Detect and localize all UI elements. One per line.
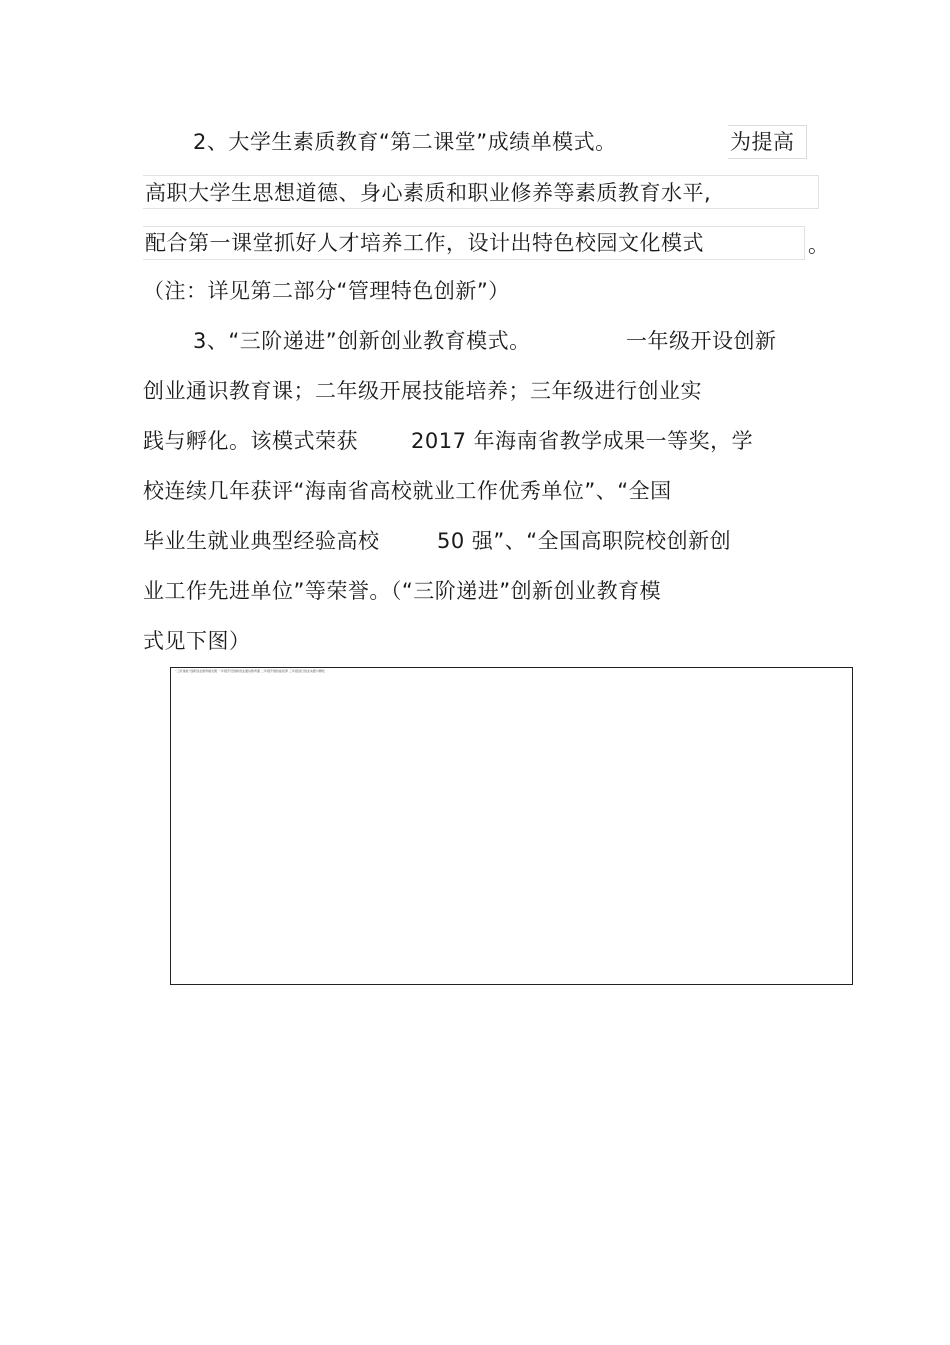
p3-line1-text: 3、“三阶递进”创新创业教育模式。 xyxy=(193,329,531,353)
figure-caption: “三阶递进”创新创业教育模式图 一年级开设创新创业通识教育课 二年级开展技能培养 三年级进行创业实践与孵化 xyxy=(175,669,325,673)
p2-line3-period: 。 xyxy=(808,233,830,257)
p3-line1-tail-text: 一年级开设创新 xyxy=(626,329,777,353)
p2-line1-tail-text: 为提高 xyxy=(730,130,795,154)
p3-line4-text: 校连续几年获评“海南省高校就业工作优秀单位”、“全国 xyxy=(143,479,672,503)
p3-line3-tail-text: 2017 年海南省教学成果一等奖，学 xyxy=(411,429,754,453)
p3-line5-tail-text: 50 强”、“全国高职院校创新创 xyxy=(437,529,732,553)
p2-line4-text: （注：详见第二部分“管理特色创新”） xyxy=(143,279,510,303)
p3-line3-text: 践与孵化。该模式荣获 xyxy=(143,429,358,453)
p2-line2-highlight xyxy=(143,175,819,209)
p3-line2-text: 创业通识教育课；二年级开展技能培养；三年级进行创业实 xyxy=(143,379,702,403)
p2-line1-text: 2、大学生素质教育“第二课堂”成绩单模式。 xyxy=(193,130,617,154)
p2-line1-highlight xyxy=(728,125,807,159)
figure-frame xyxy=(170,667,853,985)
p2-line3-text: 配合第一课堂抓好人才培养工作，设计出特色校园文化模式 xyxy=(145,231,704,255)
p3-line7-text: 式见下图） xyxy=(143,629,251,653)
p3-line5-text: 毕业生就业典型经验高校 xyxy=(143,529,380,553)
p2-line3-highlight xyxy=(143,226,805,260)
p2-line2-text: 高职大学生思想道德、身心素质和职业修养等素质教育水平, xyxy=(145,181,712,205)
p3-line6-text: 业工作先进单位”等荣誉。（“三阶递进”创新创业教育模 xyxy=(143,579,662,603)
